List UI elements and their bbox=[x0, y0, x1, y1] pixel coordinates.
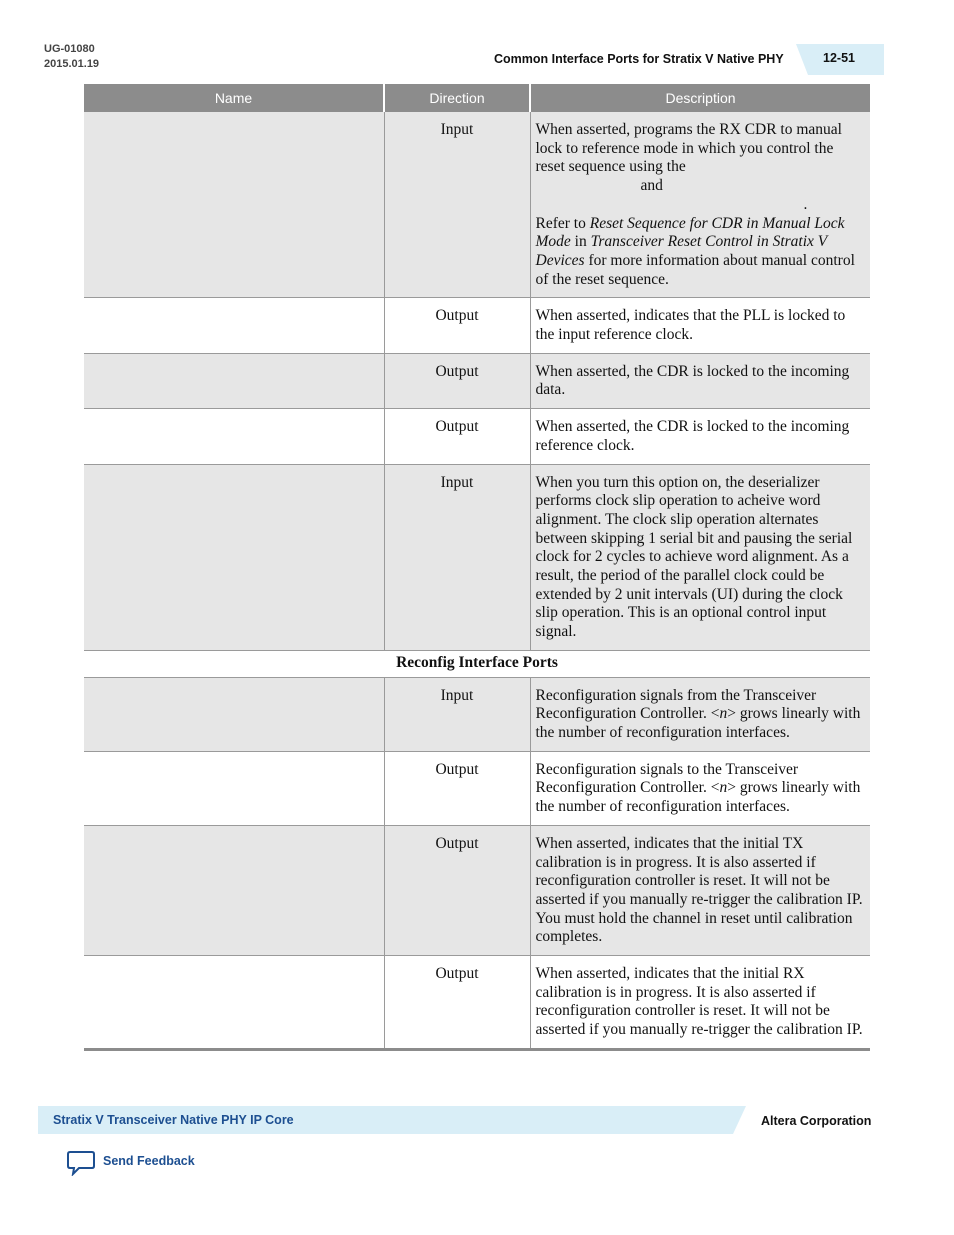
description-text: . bbox=[803, 195, 808, 213]
description-text: and bbox=[640, 177, 663, 195]
direction-cell: Input bbox=[384, 464, 530, 650]
table-row bbox=[84, 825, 870, 955]
ports-table bbox=[84, 84, 870, 1051]
table-row bbox=[84, 298, 870, 353]
section-title: Common Interface Ports for Stratix V Native PHY bbox=[494, 52, 784, 66]
direction-cell: Input bbox=[384, 112, 530, 298]
description-text: When asserted, indicates that the initial RX calibration is in progress. It is also asserted if reconfiguration controller is reset. It will not be asserted if you manually re-trigger the calibration IP. bbox=[535, 965, 863, 1039]
port-name-cell bbox=[84, 956, 384, 1050]
doc-info bbox=[44, 42, 99, 72]
table-row bbox=[84, 353, 870, 408]
description-text: for more information about manual control of the reset sequence. bbox=[535, 251, 855, 288]
description-text: > grows linearly with the number of reconfiguration interfaces. bbox=[535, 705, 861, 741]
speech-bubble-icon bbox=[66, 1150, 96, 1176]
description-cell bbox=[530, 353, 870, 408]
description-text: n bbox=[719, 779, 728, 797]
port-name-cell bbox=[84, 464, 384, 650]
direction-cell: Output bbox=[384, 751, 530, 825]
footer-doc-title[interactable]: Stratix V Transceiver Native PHY IP Core bbox=[53, 1113, 294, 1127]
description-text: n bbox=[719, 705, 728, 723]
table-row bbox=[84, 409, 870, 464]
description-cell bbox=[530, 677, 870, 751]
table-row bbox=[84, 751, 870, 825]
description-cell bbox=[530, 112, 870, 298]
description-text: > grows linearly with the number of reconfiguration interfaces. bbox=[535, 779, 861, 816]
description-text: When asserted, indicates that the PLL is locked to the input reference clock. bbox=[535, 307, 846, 344]
description-cell bbox=[530, 298, 870, 353]
description-cell bbox=[530, 751, 870, 825]
doc-date: 2015.01.19 bbox=[44, 58, 100, 70]
page-number: 12-51 bbox=[823, 51, 855, 65]
table-header-row bbox=[84, 84, 870, 112]
direction-cell: Output bbox=[384, 298, 530, 353]
description-text: When you turn this option on, the deserializer performs clock slip operation to acheive word alignment. The clock slip operation alternates between skipping 1 serial bit and pausing the serial clock for 2 cycles to achieve word alignment. As a result, the period of the parallel clock could be extended by 2 unit intervals (UI) during the clock slip operation. This is an optional control input signal. bbox=[535, 473, 853, 641]
description-cell bbox=[530, 409, 870, 464]
direction-cell: Output bbox=[384, 353, 530, 408]
description-text: When asserted, the CDR is locked to the incoming reference clock. bbox=[535, 418, 850, 454]
send-feedback-label[interactable]: Send Feedback bbox=[103, 1154, 195, 1168]
description-text: When asserted, the CDR is locked to the incoming data. bbox=[535, 362, 850, 399]
table-row bbox=[84, 464, 870, 650]
port-name-cell bbox=[84, 677, 384, 751]
column-header-name: Name bbox=[84, 84, 384, 112]
description-text: Refer to bbox=[535, 214, 590, 232]
description-cell bbox=[530, 956, 870, 1050]
direction-cell: Output bbox=[384, 825, 530, 955]
table-row bbox=[84, 112, 870, 298]
description-text: Reset Sequence for CDR in Manual Lock Mode bbox=[535, 214, 845, 251]
footer-company: Altera Corporation bbox=[761, 1114, 872, 1128]
column-header-description: Description bbox=[530, 84, 870, 112]
description-cell bbox=[530, 825, 870, 955]
description-text: When asserted, programs the RX CDR to manual lock to reference mode in which you control the reset sequence using the bbox=[535, 121, 842, 176]
port-name-cell bbox=[84, 298, 384, 353]
description-text: When asserted, indicates that the initial TX calibration is in progress. It is also asserted if reconfiguration controller is reset. It will not be asserted if you manually re-trigger the calibration IP. You must hold the channel in reset until calibration completes. bbox=[535, 834, 863, 946]
port-name-cell bbox=[84, 751, 384, 825]
section-row bbox=[84, 650, 870, 677]
description-text: in bbox=[570, 233, 591, 251]
port-name-cell bbox=[84, 825, 384, 955]
direction-cell: Input bbox=[384, 677, 530, 751]
description-text: Transceiver Reset Control in Stratix V Devices bbox=[535, 233, 827, 269]
column-header-direction: Direction bbox=[384, 84, 530, 112]
doc-id: UG-01080 bbox=[44, 43, 95, 55]
direction-cell: Output bbox=[384, 956, 530, 1050]
port-name-cell bbox=[84, 112, 384, 298]
direction-cell: Output bbox=[384, 409, 530, 464]
description-text: Reconfiguration signals from the Transceiver Reconfiguration Controller. < bbox=[535, 686, 817, 723]
section-label: Reconfig Interface Ports bbox=[84, 650, 870, 677]
port-name-cell bbox=[84, 409, 384, 464]
table-row bbox=[84, 677, 870, 751]
description-cell bbox=[530, 464, 870, 650]
port-name-cell bbox=[84, 353, 384, 408]
table-row bbox=[84, 956, 870, 1050]
description-text: Reconfiguration signals to the Transceiver Reconfiguration Controller. < bbox=[535, 760, 799, 797]
